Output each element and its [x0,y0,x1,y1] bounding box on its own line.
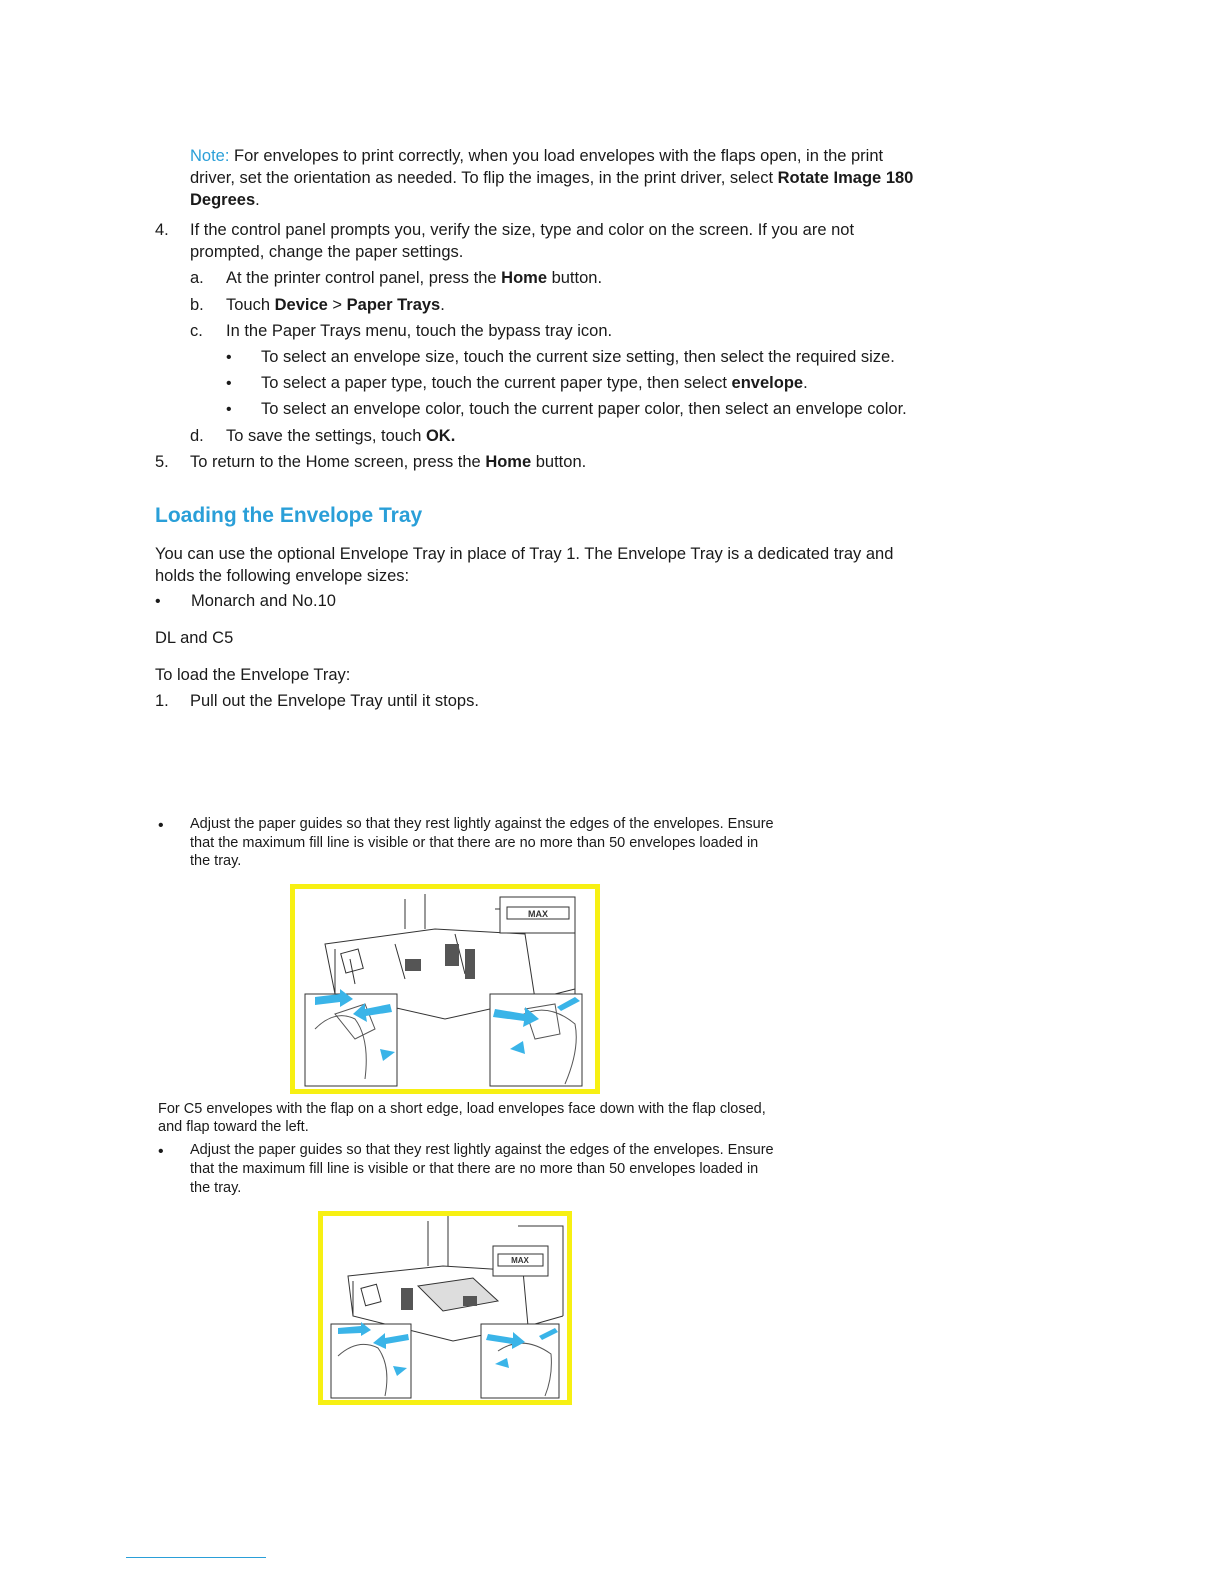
load-step-1: Pull out the Envelope Tray until it stops. [190,692,479,710]
adjust-2-line-1: Adjust the paper guides so that they rest lightly against the edges of the envelopes. Ensure [190,1142,774,1158]
adjust-2-line-3: the tray. [190,1180,242,1196]
substep-b-letter: b. [190,296,204,314]
section-heading: Loading the Envelope Tray [155,504,423,527]
load-step-1-number: 1. [155,692,169,710]
intro-line-2: holds the following envelope sizes: [155,567,410,585]
c5-line-2: and flap toward the left. [158,1119,309,1135]
tray-illustration-2 [323,1216,567,1400]
bullet-glyph: • [226,349,232,366]
max-label: MAX [511,1256,529,1265]
adjust-1-line-3: the tray. [190,853,242,869]
step-5-number: 5. [155,453,169,471]
intro-line-1: You can use the optional Envelope Tray in place of Tray 1. The Envelope Tray is a dedicated tray and [155,545,894,563]
c5-line-1: For C5 envelopes with the flap on a short edge, load envelopes face down with the flap closed, [158,1101,766,1117]
adjust-2-line-2: that the maximum fill line is visible or that there are no more than 50 envelopes loaded in [190,1161,759,1177]
substep-d-letter: d. [190,427,204,445]
step-4-line-2: prompted, change the paper settings. [190,243,464,261]
substep-c-bullet-2: To select a paper type, touch the current paper type, then select envelope. [261,374,808,392]
substep-a: At the printer control panel, press the Home button. [226,269,603,287]
note-line-1: Note: For envelopes to print correctly, when you load envelopes with the flaps open, in the print [190,147,884,165]
to-load-label: To load the Envelope Tray: [155,666,351,684]
footer-rule [126,1557,266,1558]
step-4-line-1: If the control panel prompts you, verify the size, type and color on the screen. If you are not [190,221,855,239]
step-5: To return to the Home screen, press the Home button. [190,453,587,471]
substep-c-bullet-1: To select an envelope size, touch the current size setting, then select the required size. [261,348,895,366]
bullet-glyph: • [226,375,232,392]
bullet-glyph: • [158,817,164,834]
tray-illustration-1 [295,889,595,1089]
adjust-1-line-2: that the maximum fill line is visible or that there are no more than 50 envelopes loaded in [190,835,759,851]
note-line-3: Degrees. [190,191,260,209]
substep-a-letter: a. [190,269,204,287]
max-label: MAX [528,909,548,919]
adjust-1-line-1: Adjust the paper guides so that they rest lightly against the edges of the envelopes. Ensure [190,816,774,832]
bullet-glyph: • [155,593,161,610]
bullet-glyph: • [158,1143,164,1160]
bullet-glyph: • [226,401,232,418]
envelope-tray-figure-2 [318,1211,572,1405]
envelope-tray-figure-1 [290,884,600,1094]
substep-b: Touch Device > Paper Trays. [226,296,445,314]
size-line-dl-c5: DL and C5 [155,629,234,647]
substep-c-letter: c. [190,322,203,340]
note-line-2: driver, set the orientation as needed. To flip the images, in the print driver, select Rotate Image 180 [190,169,914,187]
substep-c-bullet-3: To select an envelope color, touch the current paper color, then select an envelope color. [261,400,907,418]
size-bullet-1: Monarch and No.10 [191,592,336,610]
step-4-number: 4. [155,221,169,239]
note-label: Note: [190,147,230,165]
substep-d: To save the settings, touch OK. [226,427,456,445]
substep-c: In the Paper Trays menu, touch the bypass tray icon. [226,322,613,340]
